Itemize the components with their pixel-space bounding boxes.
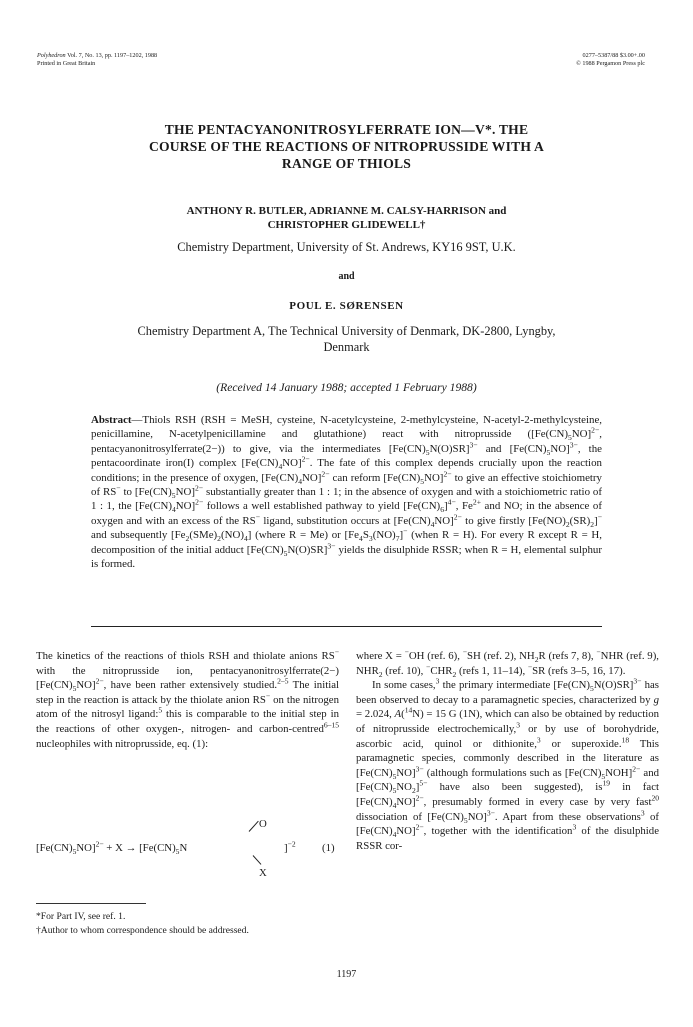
abstract: Abstract—Thiols RSH (RSH = MeSH, cysteine, N-acetylcysteine, 2-methylcysteine, N-acetyl-2-methylcysteine, penicillamine, N-acetylpenicillamine and glutathione) react with nitroprusside ($[Fe(CN)_5NO]^{2-}$, pentacyanonitrosylferrate(2−)) to give, via the intermediates $[Fe(CN)_5N(O)SR]^{3-}$ and $[Fe(CN)_5NO]^{3-}$, the pentacoordinate iron(I) complex $[Fe(CN)_4NO]^{2-}$. The fate of this complex depends crucially upon the reaction conditions; in the presence of oxygen, $[Fe(CN)_4NO]^{2-}$ can reform $[Fe(CN)_5NO]^{2-}$ to give an effective stoichiometry of RS− to $[Fe(CN)_5NO]^{2-}$ substantially greater than 1 : 1; in the absence of oxygen and with a stoichiometric ratio of 1 : 1, the $[Fe(CN)_4NO]^{2-}$ follows a well established pathway to yield $[Fe(CN)_6]^{4-}$, $Fe^{2+}$ and NO; in the absence of oxygen and with an excess of the RS− ligand, substitution occurs at $[Fe(CN)_4NO]^{2-}$ to give firstly $[Fe(NO)_2(SR)_2]^-$ and subsequently $[Fe_2(SMe)_2(NO)_4]$ (where R = Me) or $[Fe_4S_3(NO)_7]^-$ (when R = H). For every R except R = H, decomposition of the initial adduct $[Fe(CN)_5N(O)SR]^{3-}$ yields the disulphide RSSR; when R = H, elemental sulphur is formed. [91,414,603,571]
footnote-correspondence: †Author to whom correspondence should be addressed. [36,925,249,936]
journal-name: Polyhedron [37,52,66,59]
affiliation-st-andrews: Chemistry Department, University of St. Andrews, KY16 9ST, U.K. [177,240,516,254]
affiliation-denmark [60,323,633,355]
journal-header-right [576,52,645,68]
page-number: 1197 [336,969,357,980]
printed-in: Printed in Great Britain [37,60,96,67]
body-paragraph: The kinetics of the reactions of thiols RSH and thiolate anions RS− with the nitroprusside ion, pentacyanonitrosylferrate(2−) $[Fe(CN)_5NO]^{2-}$, have been rather extensively studied.$^{2-5}$ The initial step in the reaction is attack by the thiolate anion RS− on the nitrogen atom of the nitrosyl ligand:$^5$ this is comparable to the initial step in the reactions of other oxygen-, nitrogen- and carbon-centred$^{6-15}$ nucleophiles with nitroprusside, eq. (1): [36,647,339,750]
title-line: THE PENTACYANONITROSYLFERRATE ION—V*. THE [164,122,529,137]
affiliation-line: Chemistry Department A, The Technical University of Denmark, DK-2800, Lyngby, [137,324,556,338]
equation-1 [36,818,339,878]
equation-bond [253,855,262,865]
abstract-label: Abstract [91,414,132,426]
abstract-rule [91,626,602,627]
equation-charge: ]$^{-2}$ [284,839,296,854]
authors-line: ANTHONY R. BUTLER, ADRIANNE M. CALSY-HARRISON and [186,205,507,217]
equation-number: (1) [322,842,335,854]
equation-x: X [259,867,267,879]
equation-oxygen: O [259,818,267,830]
copyright: © 1988 Pergamon Press plc [576,60,645,67]
body-paragraph: where X = −OH (ref. 6), −SH (ref. 2), $NH_2R$ (refs 7, 8), −NHR (ref. 9), $NHR_2$ (ref. 10), $^-CHR_2$ (refs 1, 11–14), −SR (refs 3–5, 16, 17). [356,647,659,679]
paper-title [60,121,633,172]
equation-bond [249,821,259,832]
journal-citation: Vol. 7, No. 13, pp. 1197–1202, 1988 [67,52,158,59]
body-paragraph: In some cases,$^3$ the primary intermediate $[Fe(CN)_5N(O)SR]^{3-}$ has been observed to decay to a paramagnetic species, characterized by g = 2.024, A($^{14}$N) = 15 G (1N), which can also be obtained by reduction of nitroprusside electrochemically,$^3$ or by use of borohydride, ascorbic acid, quinol or dithionite,$^3$ or superoxide.$^{18}$ This paramagnetic species, commonly described in the literature as $[Fe(CN)_5NO]^{3-}$ (although formulations such as $[Fe(CN)_5NOH]^{2-}$ and $[Fe(CN)_5NO_2]^{5-}$ have also been suggested), $is^{19}$ in fact $[Fe(CN)_4NO]^{2-}$, presumably formed in every case by very fast$^{20}$ dissociation of $[Fe(CN)_5NO]^{3-}$. Apart from these observations$^3$ of $[Fe(CN)_4NO]^{2-}$, together with the identification$^3$ of the disulphide RSSR cor- [356,676,659,852]
affiliation-line: Denmark [323,340,370,354]
footnote-part-iv: *For Part IV, see ref. 1. [36,911,126,922]
title-line: RANGE OF THIOLS [281,156,412,171]
author-sorensen: POUL E. SØRENSEN [289,300,404,312]
footnote-rule [36,903,146,904]
and-separator: and [338,271,355,282]
title-line: COURSE OF THE REACTIONS OF NITROPRUSSIDE WITH A [148,139,544,154]
equation-lhs: $[Fe(CN)_5NO]^{2-} + X \to [Fe(CN)_5N$ [36,839,188,857]
authors [60,204,633,232]
issn-price: 0277–5387/88 $3.00+.00 [582,52,645,59]
body-column-left [36,649,339,751]
body-column-right [356,649,659,853]
journal-header-left [37,52,157,68]
received-dates: (Received 14 January 1988; accepted 1 February 1988) [216,381,477,394]
authors-line: CHRISTOPHER GLIDEWELL† [267,219,426,231]
